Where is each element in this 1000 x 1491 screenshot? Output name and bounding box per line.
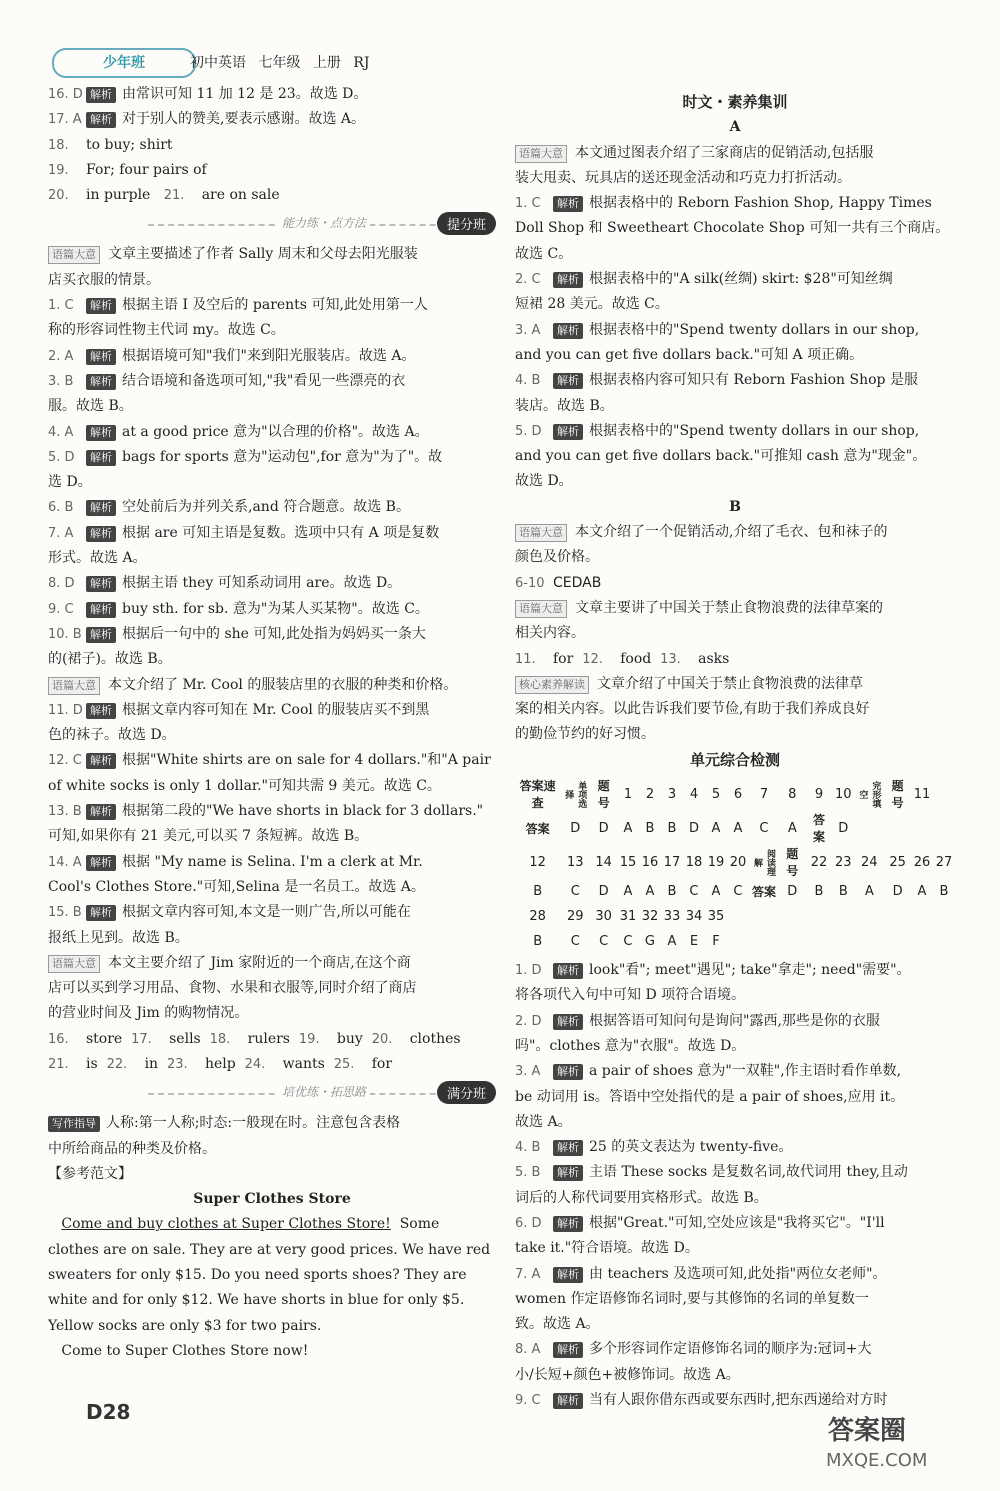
answer-line: 5. D 解析 根据表格中的"Spend twenty dollars in our shop,: [515, 422, 920, 439]
table-cell: 22: [810, 854, 828, 870]
answer-line: 20. in purple 21. are on sale: [48, 187, 280, 204]
answer-line: 18. to buy; shirt: [48, 136, 173, 153]
table-cell: A: [711, 820, 721, 836]
table-cell: 5: [711, 786, 721, 802]
fill-line: 11. for 12. food 13. asks: [515, 650, 730, 667]
essay-line: Come and buy clothes at Super Clothes Store! Some: [61, 1216, 440, 1233]
table-cell: 1: [623, 786, 633, 802]
table-cell: C: [689, 884, 699, 900]
answer-continuation: 故选 A。: [515, 1113, 572, 1130]
essay-line: Yellow socks are only $3 for two pairs.: [48, 1317, 322, 1334]
reference-label: 【参考范文】: [48, 1165, 132, 1182]
watermark-url: MXQE.COM: [826, 1450, 928, 1471]
table-cell: B: [645, 820, 655, 836]
summary-line: 语篇大意 本文介绍了一个促销活动,介绍了毛衣、包和袜子的: [515, 520, 955, 545]
answer-line: 4. A 解析 at a good price 意为"以合理的价格"。故选 A。: [48, 423, 429, 440]
answer-continuation: 吗"。clothes 意为"衣服"。故选 D。: [515, 1037, 746, 1054]
summary-line: 语篇大意 本文主要介绍了 Jim 家附近的一个商店,在这个商: [48, 951, 496, 976]
table-cell: B: [838, 884, 848, 900]
answer-line: 3. B 解析 结合语境和备选项可知,"我"看见一些漂亮的衣: [48, 372, 406, 389]
table-cell: A: [917, 884, 927, 900]
answer-line: 12. C 解析 根据"White shirts are on sale for 4 dollars."和"A pair: [48, 752, 491, 769]
answer-line: 2. C 解析 根据表格中的"A silk(丝绸) skirt: $28"可知丝绸: [515, 271, 893, 288]
table-cell: G: [644, 934, 655, 950]
answer-line: 7. A 解析 由 teachers 及选项可知,此处指"两位女老师"。: [515, 1265, 887, 1282]
answer-continuation: and you can get five dollars back."可推知 cash 意为"现金"。: [515, 448, 927, 465]
table-cell: 31: [619, 909, 637, 925]
answer-line: 15. B 解析 根据文章内容可知,本文是一则广告,所以可能在: [48, 904, 411, 921]
answer-continuation: 小/长短+颜色+被修饰词。故选 A。: [515, 1366, 740, 1383]
answer-continuation: 故选 C。: [515, 245, 573, 262]
answer-line: 3. A 解析 根据表格中的"Spend twenty dollars in our shop,: [515, 321, 920, 338]
table-cell: D: [570, 820, 581, 836]
table-cell: 题号: [891, 779, 904, 811]
table-cell: 17: [663, 854, 681, 870]
table-cell: 18: [685, 854, 703, 870]
table-cell: 35: [707, 909, 725, 925]
table-cell: D: [787, 884, 798, 900]
table-cell: 29: [567, 909, 584, 925]
table-cell: 24: [861, 854, 878, 870]
table-cell: 33: [663, 909, 681, 925]
summary-line: 店买衣服的情景。: [48, 271, 160, 288]
table-cell: 23: [835, 854, 852, 870]
summary-line: 颜色及价格。: [515, 549, 599, 566]
table-cell: B: [667, 820, 677, 836]
table-cell: 7: [759, 786, 769, 802]
summary-line: 语篇大意 本文介绍了 Mr. Cool 的服装店里的衣服的种类和价格。: [48, 673, 496, 698]
answer-line: 5. D 解析 bags for sports 意为"运动包",for 意为"为了"。故: [48, 448, 443, 465]
left-column: [48, 82, 496, 1364]
core-literacy: 的勤俭节约的好习惯。: [515, 726, 655, 743]
table-cell: D: [892, 884, 903, 900]
table-cell: 2: [645, 786, 655, 802]
answer-line: 9. C 解析 当有人跟你借东西或要东西时,把东西递给对方时: [515, 1392, 888, 1409]
table-cell: 27: [935, 854, 953, 870]
table-cell: C: [733, 884, 743, 900]
answer-line: 14. A 解析 根据 "My name is Selina. I'm a clerk at Mr.: [48, 853, 423, 870]
table-cell: 11: [913, 786, 931, 802]
answer-line: 3. A 解析 a pair of shoes 意为"一双鞋",作主语时看作单数,: [515, 1063, 902, 1080]
table-cell: 6: [733, 786, 743, 802]
table-cell: 阅读理解: [751, 848, 775, 876]
table-cell: 19: [707, 854, 725, 870]
answer-line: 9. C 解析 buy sth. for sb. 意为"为某人买某物"。故选 C。: [48, 600, 429, 617]
table-cell: A: [733, 820, 743, 836]
table-cell: 13: [567, 854, 584, 870]
table-cell: B: [533, 884, 543, 900]
answer-line: 6. D 解析 根据"Great."可知,空处应该是"我将买它"。"I'll: [515, 1214, 885, 1231]
table-cell: A: [623, 884, 633, 900]
table-cell: 4: [689, 786, 699, 802]
answer-continuation: Doll Shop 和 Sweetheart Chocolate Shop 可知一共有三个商店。: [515, 220, 950, 237]
table-cell: A: [623, 820, 633, 836]
table-cell: D: [838, 820, 849, 836]
answer-continuation: 选 D。: [48, 474, 92, 491]
essay-line: clothes are on sale. They are at very good prices. We have red: [48, 1241, 491, 1258]
table-cell: A: [645, 884, 655, 900]
answer-continuation: of white socks is only 1 dollar."可知共需 9 美元。故选 C。: [48, 777, 441, 794]
answer-line: 7. A 解析 根据 are 可知主语是复数。选项中只有 A 项是复数: [48, 524, 440, 541]
answer-line: 16. D 解析 由常识可知 11 加 12 是 23。故选 D。: [48, 86, 368, 102]
page-number: D28: [86, 1400, 131, 1424]
answer-line: 1. C 解析 根据表格中的 Reborn Fashion Shop, Happy Times: [515, 195, 932, 212]
answer-continuation: 报纸上见到。故选 B。: [48, 929, 189, 946]
table-cell: 26: [913, 854, 931, 870]
table-cell: A: [864, 884, 874, 900]
answer-continuation: 致。故选 A。: [515, 1316, 600, 1333]
table-cell: F: [712, 934, 720, 950]
table-cell: A: [787, 820, 797, 836]
writing-guide: 写作指导 人称:第一人称;时态:一般现在时。注意包含表格: [48, 1111, 496, 1136]
table-cell: 16: [641, 854, 659, 870]
answer-continuation: Cool's Clothes Store."可知,Selina 是一名员工。故选 A。: [48, 878, 425, 895]
answer-line: 8. A 解析 多个形容词作定语修饰名词的顺序为:冠词+大: [515, 1341, 872, 1358]
answer-line: 10. B 解析 根据后一句中的 she 可知,此处指为妈妈买一条大: [48, 625, 426, 642]
table-cell: 9: [814, 786, 824, 802]
table-cell: 答案: [751, 885, 776, 900]
section-banner: 能力练・点方法 提分班: [48, 212, 496, 238]
unit-title: 单元综合检测: [689, 750, 780, 769]
essay-line: white and for only $12. We have shorts in blue for only $5.: [48, 1292, 465, 1309]
essay-line: sweaters for only $15. Do you need sports shoes? They are: [48, 1267, 467, 1284]
core-literacy: 核心素养解读 文章介绍了中国关于禁止食物浪费的法律草: [515, 672, 955, 697]
answer-continuation: take it."符合语境。故选 D。: [515, 1240, 699, 1257]
answer-table: [515, 777, 955, 954]
table-cell: D: [688, 820, 699, 836]
table-cell: C: [570, 884, 580, 900]
answer-line: 4. B 解析 25 的英文表达为 twenty-five。: [515, 1139, 793, 1156]
table-cell: 14: [595, 854, 612, 870]
passage-label: B: [729, 498, 741, 515]
table-cell: 8: [788, 786, 797, 802]
table-cell: C: [759, 820, 769, 836]
answer-continuation: women 作定语修饰名词时,要与其修饰的名词的单复数一: [515, 1290, 869, 1307]
summary-line: 店可以买到学习用品、食物、水果和衣服等,同时介绍了商店: [48, 980, 417, 997]
table-cell: D: [598, 884, 609, 900]
answer-continuation: 的(裙子)。故选 B。: [48, 651, 172, 668]
summary-line: 装大甩卖、玩具店的送还现金活动和巧克力打折活动。: [515, 169, 851, 186]
table-cell: 答案速查: [519, 779, 556, 811]
table-cell: 10: [835, 786, 852, 802]
answer-line: 13. B 解析 根据第二段的"We have shorts in black for 3 dollars.": [48, 803, 484, 820]
table-cell: B: [814, 884, 824, 900]
answer-continuation: 装店。故选 B。: [515, 397, 614, 414]
table-cell: 题号: [786, 847, 799, 879]
answer-continuation: 色的袜子。故选 D。: [48, 727, 176, 744]
brand-logo: 少年班: [52, 48, 196, 78]
watermark: 答案圈: [828, 1416, 907, 1446]
passage-label: A: [729, 119, 741, 136]
writing-guide: 中所给商品的种类及价格。: [48, 1140, 216, 1157]
table-cell: B: [667, 884, 677, 900]
answer-continuation: 短裙 28 美元。故选 C。: [515, 296, 669, 313]
answer-line: 1. D 解析 look"看"; meet"遇见"; take"拿走"; need"需要"。: [515, 962, 911, 979]
table-cell: 20: [729, 854, 747, 870]
table-cell: 28: [529, 909, 546, 925]
answer-continuation: and you can get five dollars back."可知 A 项正确。: [515, 346, 864, 363]
page-header: [40, 44, 510, 84]
answer-line: 2. A 解析 根据语境可知"我们"来到阳光服装店。故选 A。: [48, 347, 416, 364]
essay-line: Come to Super Clothes Store now!: [61, 1342, 309, 1359]
table-cell: 25: [889, 854, 906, 870]
answer-continuation: 将各项代入句中可知 D 项符合语境。: [515, 987, 746, 1004]
table-cell: 15: [619, 854, 637, 870]
answer-line: 4. B 解析 根据表格内容可知只有 Reborn Fashion Shop 是服: [515, 372, 918, 389]
table-cell: 30: [595, 909, 612, 925]
table-cell: 答案: [525, 821, 550, 836]
summary-line: 相关内容。: [515, 625, 585, 642]
table-cell: C: [623, 934, 633, 950]
table-cell: 答案: [812, 813, 825, 845]
table-cell: 3: [667, 786, 677, 802]
table-cell: C: [599, 934, 609, 950]
answer-line: 6-10 CEDAB: [515, 574, 602, 591]
section-title: 时文・素养集训: [682, 93, 788, 111]
table-cell: C: [570, 934, 580, 950]
summary-line: 语篇大意 文章主要讲了中国关于禁止食物浪费的法律草案的: [515, 596, 955, 621]
answer-line: 6. B 解析 空处前后为并列关系,and 符合题意。故选 B。: [48, 499, 410, 516]
answer-continuation: 服。故选 B。: [48, 398, 133, 415]
section-banner: 培优练・拓思路 满分班: [48, 1081, 496, 1107]
answer-line: 11. D 解析 根据文章内容可知在 Mr. Cool 的服装店买不到黑: [48, 701, 430, 718]
answer-continuation: 词后的人称代词要用宾格形式。故选 B。: [515, 1189, 768, 1206]
table-cell: 题号: [597, 779, 610, 811]
table-cell: 单项选择: [563, 780, 587, 808]
answer-line: 8. D 解析 根据主语 they 可知系动词用 are。故选 D。: [48, 575, 402, 592]
table-cell: B: [533, 934, 543, 950]
answer-continuation: 故选 D。: [515, 473, 573, 490]
table-cell: A: [667, 934, 677, 950]
table-cell: B: [939, 884, 949, 900]
right-column: [515, 90, 955, 1413]
table-cell: 12: [529, 854, 546, 870]
table-cell: 完形填空: [857, 780, 881, 808]
answer-continuation: 称的形容词性物主代词 my。故选 C。: [48, 322, 285, 339]
table-cell: E: [689, 934, 699, 950]
table-cell: 32: [641, 909, 659, 925]
table-cell: D: [598, 820, 609, 836]
answer-continuation: 可知,如果你有 21 美元,可以买 7 条短裤。故选 B。: [48, 828, 369, 845]
answer-continuation: be 动词用 is。答语中空处指代的是 a pair of shoes,应用 it。: [515, 1088, 905, 1105]
answer-line: 5. B 解析 主语 These socks 是复数名词,故代词用 they,且动: [515, 1164, 908, 1181]
answer-line: 1. C 解析 根据主语 I 及空后的 parents 可知,此处用第一人: [48, 297, 428, 314]
answer-line: 17. A 解析 对于别人的赞美,要表示感谢。故选 A。: [48, 111, 366, 128]
essay-title: Super Clothes Store: [193, 1191, 351, 1208]
fill-line: 21. is 22. in 23. help 24. wants 25. for: [48, 1055, 393, 1072]
answer-continuation: 形式。故选 A。: [48, 550, 147, 567]
answer-line: 19. For; four pairs of: [48, 161, 207, 178]
table-cell: 34: [685, 909, 703, 925]
summary-line: 语篇大意 本文通过图表介绍了三家商店的促销活动,包括服: [515, 141, 955, 166]
summary-line: 的营业时间及 Jim 的购物情况。: [48, 1005, 249, 1022]
fill-line: 16. store 17. sells 18. rulers 19. buy 20. clothes: [48, 1030, 461, 1047]
answer-line: 2. D 解析 根据答语可知问句是询问"露西,那些是你的衣服: [515, 1012, 880, 1029]
table-cell: A: [711, 884, 721, 900]
summary-line: 语篇大意 文章主要描述了作者 Sally 周末和父母去阳光服装: [48, 242, 496, 267]
header-info: 初中英语 七年级 上册 RJ: [190, 55, 370, 71]
core-literacy: 案的相关内容。以此告诉我们要节俭,有助于我们养成良好: [515, 701, 870, 718]
